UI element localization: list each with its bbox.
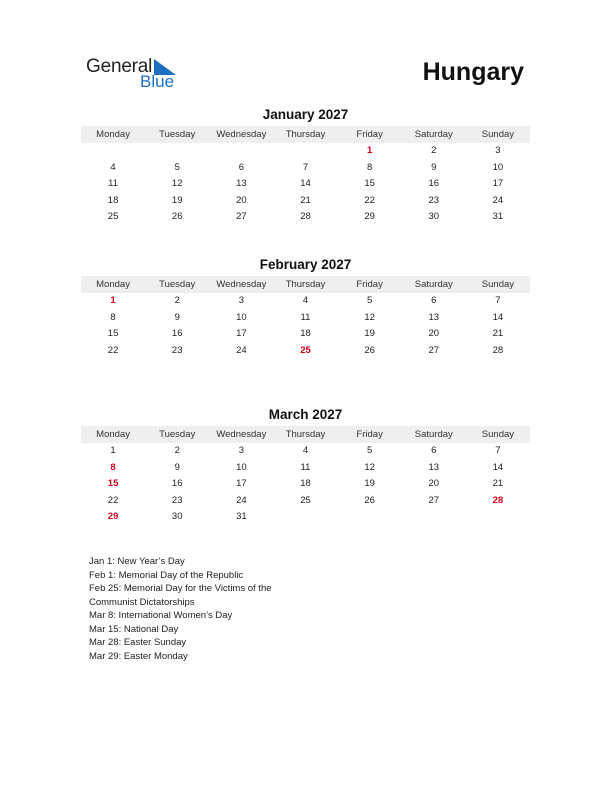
day-cell: 17 xyxy=(492,178,504,189)
day-cell: 27 xyxy=(428,494,440,506)
week-row xyxy=(81,176,530,193)
day-cell xyxy=(145,143,209,160)
day-cell: 29 xyxy=(364,211,375,222)
weekday-label: Thursday xyxy=(285,129,326,140)
holiday-list xyxy=(89,555,309,663)
day-cell: 3 xyxy=(495,145,501,156)
day-cell: 9 xyxy=(431,161,437,173)
logo-text-blue: Blue xyxy=(140,72,175,91)
weekday-label: Saturday xyxy=(414,429,453,440)
day-cell: 6 xyxy=(238,161,244,173)
holiday-day-cell: 1 xyxy=(110,295,116,306)
day-cell: 21 xyxy=(492,478,504,489)
month-january xyxy=(81,106,530,226)
weekday-label: Saturday xyxy=(414,279,453,290)
weekday-label: Tuesday xyxy=(159,279,196,290)
day-cell: 14 xyxy=(492,311,504,323)
week-row xyxy=(81,209,530,226)
day-cell: 22 xyxy=(364,194,375,206)
weekday-header xyxy=(81,426,530,443)
day-cell: 19 xyxy=(364,328,375,339)
holiday-note: Feb 25: Memorial Day for the Victims of the xyxy=(89,583,272,594)
month-weeks xyxy=(81,293,530,359)
day-cell: 20 xyxy=(428,478,440,489)
weekday-header xyxy=(81,276,530,293)
day-cell: 12 xyxy=(364,311,375,323)
holiday-note: Mar 15: National Day xyxy=(89,623,179,635)
country-title: Hungary xyxy=(422,58,524,86)
day-cell: 2 xyxy=(174,445,180,456)
weekday-label: Thursday xyxy=(285,429,326,440)
logo-text-general: General xyxy=(86,56,153,77)
day-cell: 8 xyxy=(366,161,373,173)
day-cell: 31 xyxy=(236,511,247,522)
day-cell: 30 xyxy=(428,211,440,222)
day-cell xyxy=(209,143,273,160)
weekday-label: Sunday xyxy=(481,279,515,290)
day-cell xyxy=(81,143,145,160)
day-cell: 15 xyxy=(364,178,375,189)
day-cell: 5 xyxy=(366,445,373,456)
day-cell xyxy=(466,509,530,526)
month-title: March 2027 xyxy=(268,407,343,422)
day-cell: 28 xyxy=(492,344,504,356)
day-cell xyxy=(402,509,466,526)
day-cell: 16 xyxy=(171,328,183,339)
day-cell: 6 xyxy=(431,295,437,306)
day-cell: 23 xyxy=(171,494,183,506)
weekday-label: Sunday xyxy=(481,129,515,140)
day-cell: 11 xyxy=(108,178,118,189)
holiday-day-cell: 15 xyxy=(107,478,119,489)
day-cell: 10 xyxy=(236,461,247,473)
day-cell: 16 xyxy=(171,478,183,489)
weekday-label: Wednesday xyxy=(216,129,267,140)
weekday-label: Thursday xyxy=(285,279,326,290)
day-cell: 13 xyxy=(428,311,440,323)
week-row xyxy=(81,460,530,477)
day-cell: 19 xyxy=(171,194,183,206)
week-row xyxy=(81,143,530,160)
weekday-label: Monday xyxy=(96,129,130,140)
day-cell: 21 xyxy=(492,328,504,339)
day-cell: 10 xyxy=(236,311,247,323)
holiday-note: Mar 28: Easter Sunday xyxy=(89,637,187,648)
day-cell: 26 xyxy=(364,494,375,506)
day-cell: 9 xyxy=(174,311,180,323)
day-cell: 19 xyxy=(364,478,375,489)
day-cell: 24 xyxy=(236,494,247,506)
week-row xyxy=(81,493,530,510)
week-row xyxy=(81,509,530,526)
day-cell: 23 xyxy=(428,194,440,206)
day-cell: 4 xyxy=(110,161,116,173)
holiday-day-cell: 8 xyxy=(110,461,116,473)
week-row xyxy=(81,293,530,310)
day-cell: 1 xyxy=(110,445,116,456)
day-cell: 20 xyxy=(236,194,247,206)
weekday-label: Tuesday xyxy=(159,429,196,440)
day-cell: 27 xyxy=(428,344,440,356)
month-weeks xyxy=(81,443,530,526)
day-cell: 21 xyxy=(300,194,311,206)
day-cell: 16 xyxy=(428,178,440,189)
day-cell: 15 xyxy=(107,328,119,339)
day-cell: 5 xyxy=(174,161,180,173)
day-cell: 2 xyxy=(431,145,437,156)
day-cell xyxy=(338,509,402,526)
holiday-day-cell: 25 xyxy=(300,344,311,356)
day-cell: 13 xyxy=(428,461,440,473)
day-cell: 14 xyxy=(300,178,311,189)
day-cell: 4 xyxy=(302,295,309,306)
day-cell: 18 xyxy=(300,328,311,339)
generalblue-logo xyxy=(86,56,196,92)
weekday-label: Saturday xyxy=(414,129,453,140)
day-cell xyxy=(273,143,337,160)
weekday-label: Friday xyxy=(356,429,383,440)
day-cell: 28 xyxy=(300,211,311,222)
day-cell: 12 xyxy=(364,461,375,473)
holiday-note: Communist Dictatorships xyxy=(89,596,195,608)
holiday-day-cell: 29 xyxy=(107,511,119,522)
weekday-label: Sunday xyxy=(481,429,515,440)
day-cell: 5 xyxy=(366,295,373,306)
day-cell xyxy=(273,509,337,526)
weekday-label: Wednesday xyxy=(216,279,267,290)
day-cell: 22 xyxy=(107,344,119,356)
weekday-label: Friday xyxy=(356,129,383,140)
holiday-day-cell: 28 xyxy=(492,494,504,506)
weekday-label: Monday xyxy=(96,429,130,440)
day-cell: 9 xyxy=(174,461,180,473)
day-cell: 3 xyxy=(238,445,244,456)
day-cell: 12 xyxy=(171,178,183,189)
day-cell: 3 xyxy=(238,295,244,306)
day-cell: 17 xyxy=(236,328,247,339)
weekday-label: Friday xyxy=(356,279,383,290)
holiday-note: Mar 29: Easter Monday xyxy=(89,650,188,662)
weekday-label: Tuesday xyxy=(159,129,196,140)
day-cell: 27 xyxy=(236,211,247,222)
day-cell: 18 xyxy=(107,194,119,206)
day-cell: 8 xyxy=(110,311,116,323)
week-row xyxy=(81,476,530,493)
holiday-note: Jan 1: New Year’s Day xyxy=(89,556,185,567)
day-cell: 18 xyxy=(300,478,311,489)
month-title: January 2027 xyxy=(262,107,349,122)
holiday-note: Mar 8: International Women’s Day xyxy=(89,610,233,621)
day-cell: 10 xyxy=(492,161,504,173)
day-cell: 25 xyxy=(107,211,119,222)
day-cell: 13 xyxy=(236,178,247,189)
week-row xyxy=(81,160,530,177)
day-cell: 14 xyxy=(492,461,504,473)
day-cell: 11 xyxy=(300,311,311,323)
weekday-header xyxy=(81,126,530,143)
day-cell: 24 xyxy=(236,344,247,356)
day-cell: 4 xyxy=(302,445,309,456)
day-cell: 7 xyxy=(495,295,501,306)
day-cell: 25 xyxy=(300,494,311,506)
day-cell: 17 xyxy=(236,478,247,489)
day-cell: 7 xyxy=(495,445,501,456)
day-cell: 20 xyxy=(428,328,440,339)
day-cell: 11 xyxy=(300,461,311,473)
week-row xyxy=(81,310,530,327)
month-march xyxy=(81,406,530,526)
day-cell: 2 xyxy=(174,295,180,306)
day-cell: 6 xyxy=(431,445,437,456)
day-cell: 26 xyxy=(364,344,375,356)
day-cell: 24 xyxy=(492,194,504,206)
day-cell: 23 xyxy=(171,344,183,356)
month-february xyxy=(81,256,530,359)
day-cell: 22 xyxy=(107,494,119,506)
day-cell: 31 xyxy=(492,211,504,222)
week-row xyxy=(81,193,530,210)
day-cell: 26 xyxy=(171,211,183,222)
holiday-note: Feb 1: Memorial Day of the Republic xyxy=(89,569,244,581)
month-weeks xyxy=(81,143,530,226)
holiday-day-cell: 1 xyxy=(366,145,373,156)
week-row xyxy=(81,443,530,460)
day-cell: 7 xyxy=(302,161,309,173)
weekday-label: Wednesday xyxy=(216,429,267,440)
weekday-label: Monday xyxy=(96,279,130,290)
month-title: February 2027 xyxy=(259,257,352,272)
week-row xyxy=(81,326,530,343)
day-cell: 30 xyxy=(171,511,183,522)
week-row xyxy=(81,343,530,360)
